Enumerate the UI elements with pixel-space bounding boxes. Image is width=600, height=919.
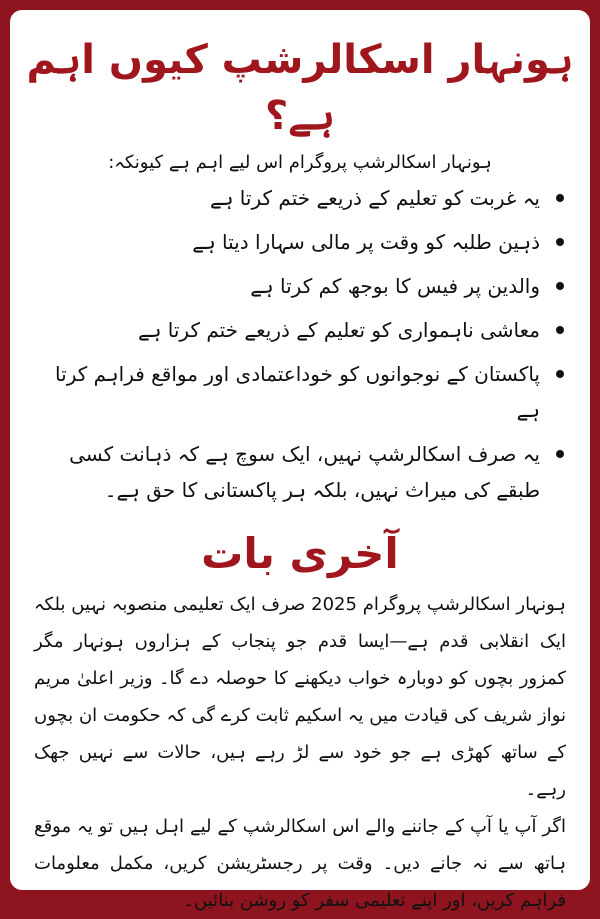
list-item-text: معاشی ناہمواری کو تعلیم کے ذریعے ختم کرتا ہے: [137, 318, 540, 342]
intro-text: ہونہار اسکالرشپ پروگرام اس لیے اہم ہے کیونکہ:: [108, 152, 492, 173]
page-title: ہونہار اسکالرشپ کیوں اہم ہے؟: [26, 37, 574, 139]
bullet-icon: [556, 370, 564, 378]
list-item-text: ذہین طلبہ کو وقت پر مالی سہارا دیتا ہے: [192, 230, 540, 254]
list-item: [36, 312, 564, 348]
bullet-icon: [556, 194, 564, 202]
list-item-text: یہ صرف اسکالرشپ نہیں، ایک سوچ ہے کہ ذہانت کسی طبقے کی میراث نہیں، بلکہ ہر پاکستانی کا حق ہے۔: [69, 442, 540, 502]
bullet-icon: [556, 326, 564, 334]
list-item-text: یہ غربت کو تعلیم کے ذریعے ختم کرتا ہے: [210, 186, 540, 210]
list-item-text: پاکستان کے نوجوانوں کو خوداعتمادی اور مواقع فراہم کرتا ہے: [55, 362, 540, 422]
closing-heading: آخری بات: [201, 529, 399, 578]
list-item: [36, 356, 564, 428]
bullet-icon: [556, 238, 564, 246]
call-to-action-paragraph: اگر آپ یا آپ کے جاننے والے اس اسکالرشپ کے لیے اہل ہیں تو یہ موقع ہاتھ سے نہ جانے دیں۔ وقت پر رجسٹریشن کریں، مکمل معلومات فراہم کریں، اور اپنے تعلیمی سفر کو روشن بنائیں۔: [34, 816, 566, 911]
bullet-icon: [556, 282, 564, 290]
list-item: [36, 180, 564, 216]
list-item: [36, 436, 564, 508]
reasons-list: [10, 180, 590, 508]
content-card: [10, 10, 590, 911]
list-item: [36, 268, 564, 304]
list-item-text: والدین پر فیس کا بوجھ کم کرتا ہے: [250, 274, 540, 298]
bullet-icon: [556, 450, 564, 458]
list-item: [36, 224, 564, 260]
closing-paragraph: ہونہار اسکالرشپ پروگرام 2025 صرف ایک تعلیمی منصوبہ نہیں بلکہ ایک انقلابی قدم ہے—ایسا قدم جو پنجاب کے ہزاروں ہونہار مگر کمزور بچوں کو دوبارہ خواب دیکھنے کا حوصلہ دے گا۔ وزیر اعلیٰ مریم نواز شریف کی قیادت میں یہ اسکیم ثابت کرے گی کہ حکومت ان بچوں کے ساتھ کھڑی ہے جو خود سے لڑ رہے ہیں، حالات سے نہیں جھک رہے۔: [34, 594, 566, 800]
